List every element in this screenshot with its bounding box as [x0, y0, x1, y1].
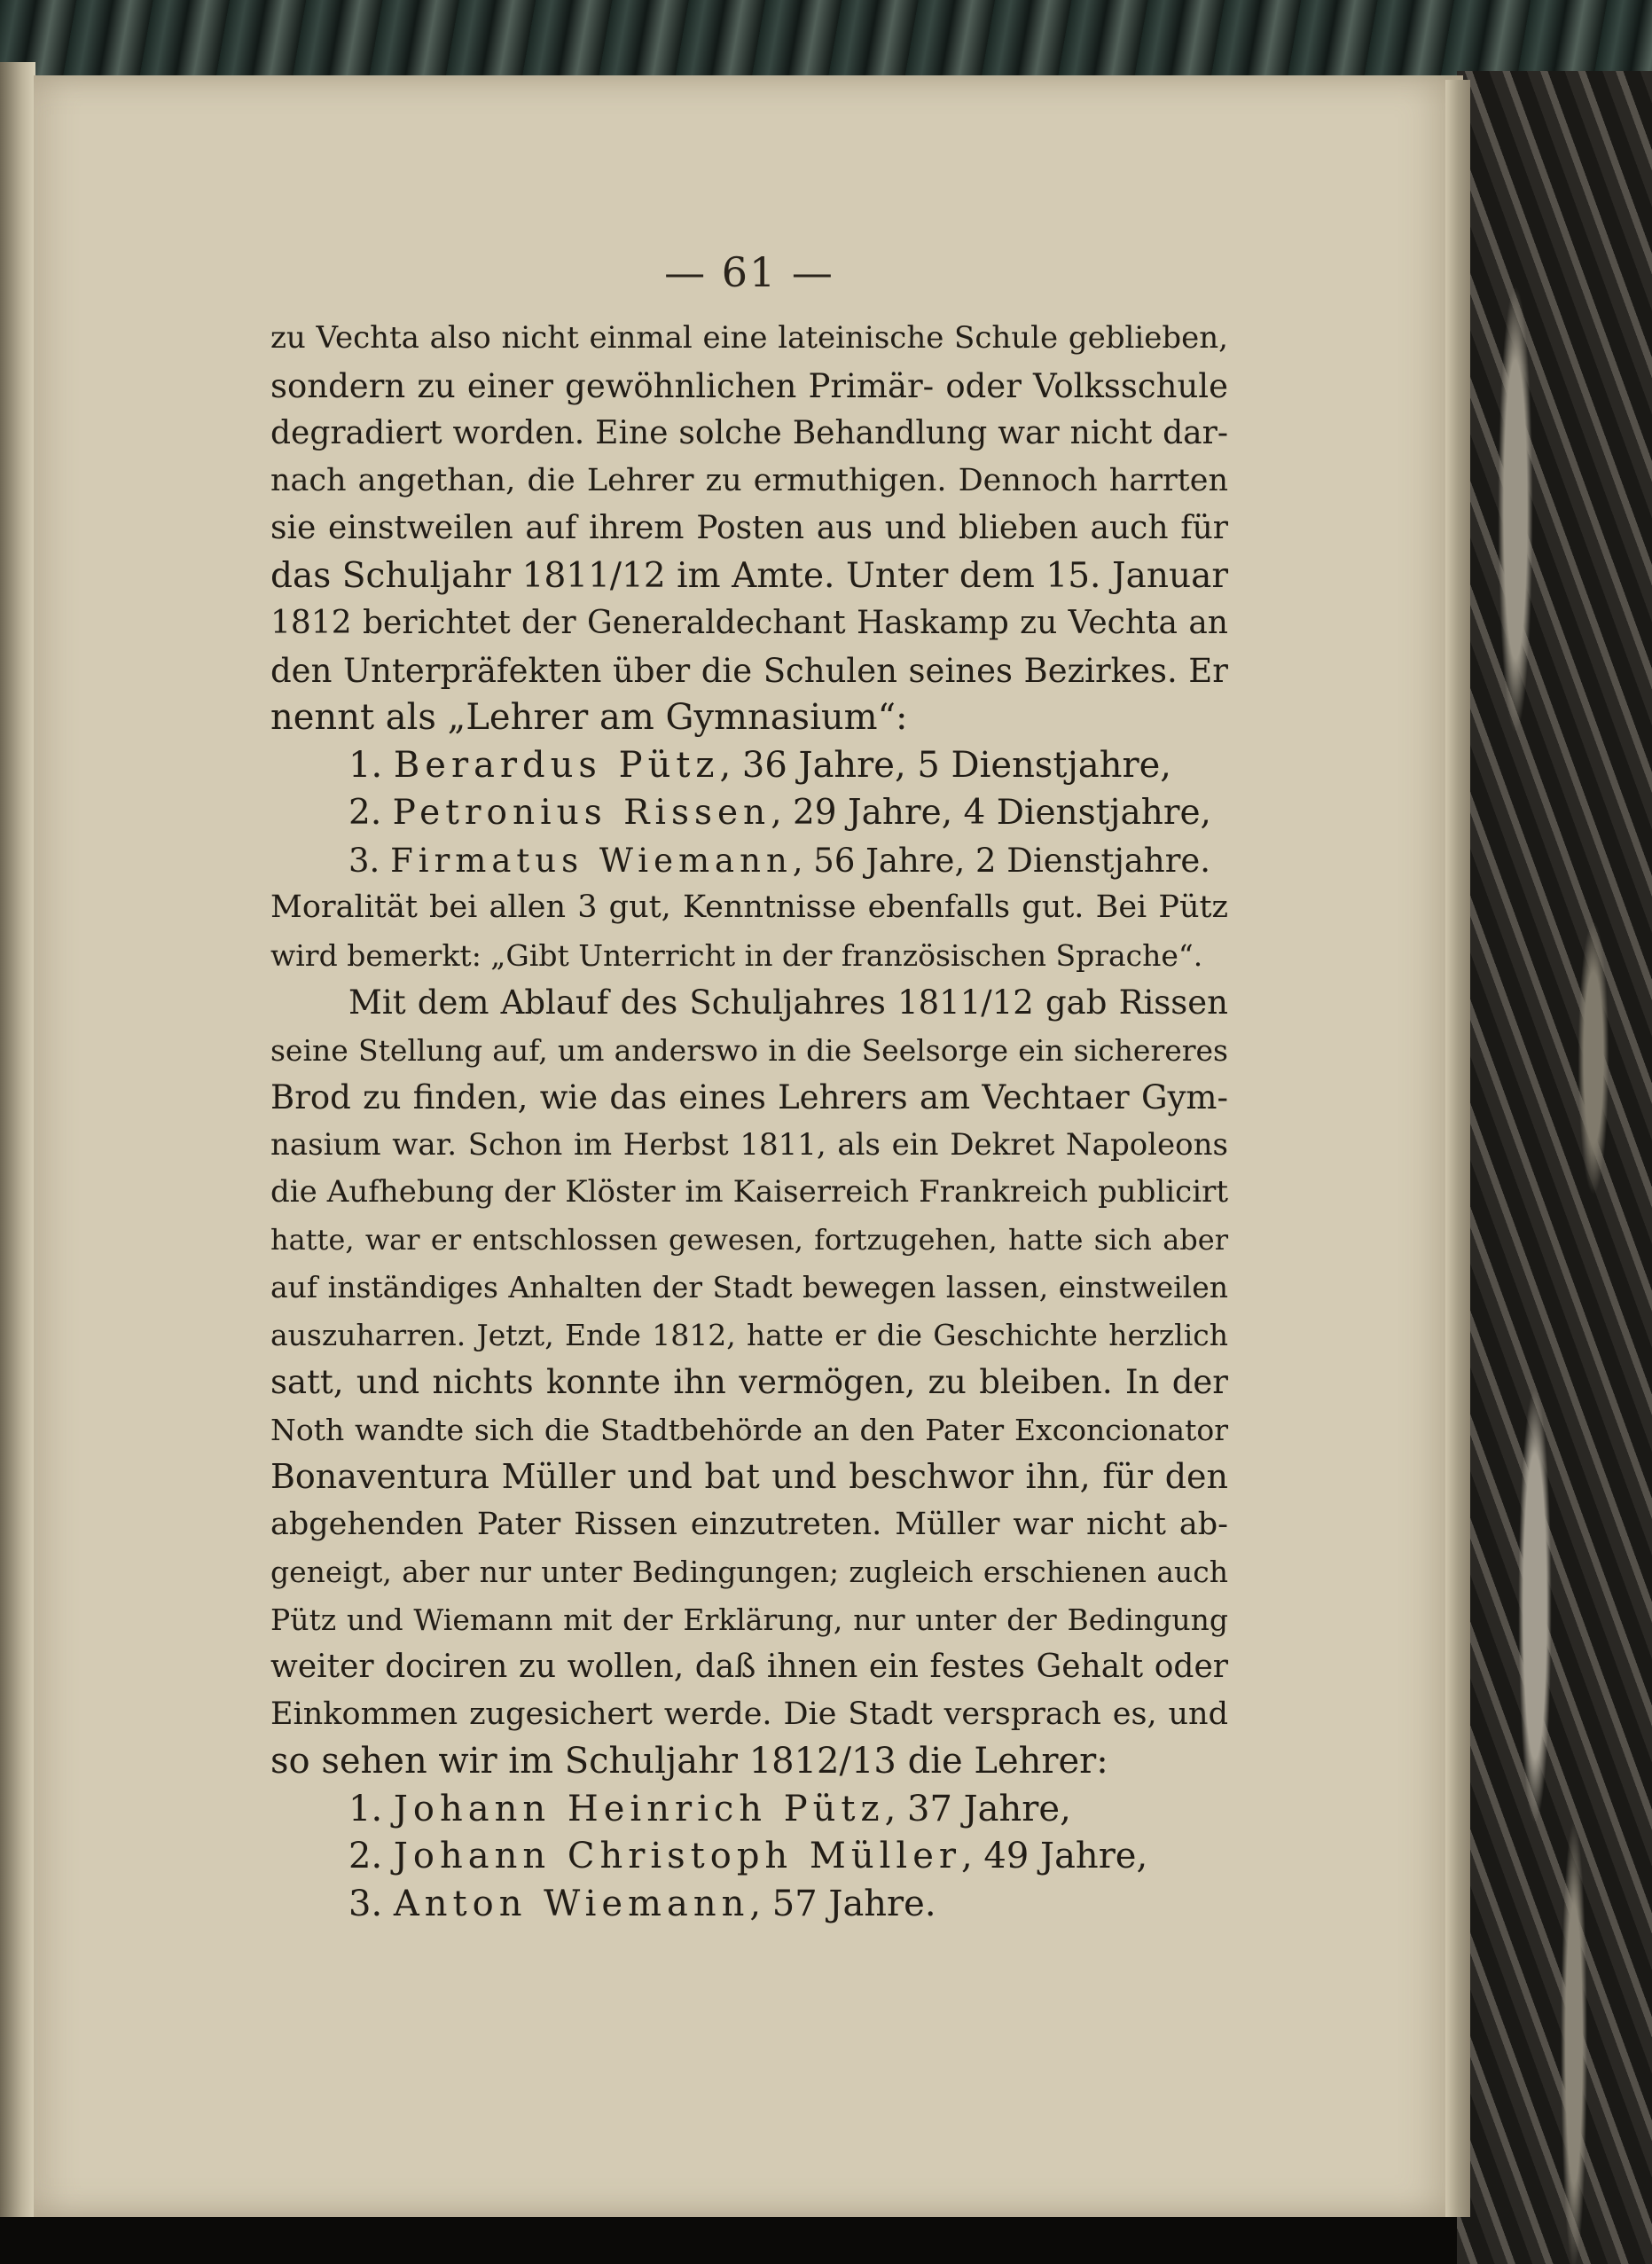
list-item: 1. Johann Heinrich Pütz, 37 Jahre, [348, 1788, 1071, 1829]
text-line: seine Stellung auf, um anderswo in die Seelsorge ein sichereres [270, 1032, 1228, 1068]
text-line: den Unterpräfekten über die Schulen seines Bezirkes. Er [270, 651, 1228, 690]
text-line: zu Vechta also nicht einmal eine lateinische Schule geblieben, [270, 320, 1228, 356]
text-line: nach angethan, die Lehrer zu ermuthigen. Dennoch harrten [270, 462, 1228, 498]
text-line: nasium war. Schon im Herbst 1811, als ein Dekret Napoleons [270, 1126, 1228, 1163]
page-stack-edge [1445, 80, 1470, 2217]
teacher-list-1811 [270, 742, 1228, 885]
paragraph-2 [270, 884, 1228, 979]
book-cover-top [0, 0, 1652, 84]
text-line: abgehenden Pater Rissen einzutreten. Müller war nicht ab- [270, 1506, 1228, 1542]
text-line: Noth wandte sich die Stadtbehörde an den Pater Exconcionator [270, 1412, 1228, 1447]
teacher-list-1812 [270, 1786, 1228, 1929]
text-line: sie einstweilen auf ihrem Posten aus und blieben auch für [270, 510, 1228, 546]
text-line: sondern zu einer gewöhnlichen Primär- oder Volksschule [270, 366, 1228, 405]
previous-page-edge [0, 62, 35, 2217]
paragraph-3 [270, 979, 1228, 1786]
text-line: 1812 berichtet der Generaldechant Haskamp zu Vechta an [270, 605, 1228, 641]
text-line: Brod zu finden, wie das eines Lehrers am Vechtaer Gym- [270, 1078, 1228, 1116]
text-line: nennt als „Lehrer am Gymnasium“: [270, 697, 908, 738]
text-line: die Aufhebung der Klöster im Kaiserreich Frankreich publicirt [270, 1174, 1228, 1210]
text-line: das Schuljahr 1811/12 im Amte. Unter dem 15. Januar [270, 555, 1228, 596]
text-line: Bonaventura Müller und bat und beschwor ihn, für den [270, 1457, 1228, 1496]
text-line: auf inständiges Anhalten der Stadt bewegen lassen, einstweilen [270, 1270, 1228, 1304]
text-line: wird bemerkt: „Gibt Unterricht in der französischen Sprache“. [270, 937, 1203, 973]
page-number: — 61 — [664, 248, 834, 296]
page-text [270, 315, 1228, 1928]
text-line: so sehen wir im Schuljahr 1812/13 die Lehrer: [270, 1741, 1108, 1782]
list-item: 3. Anton Wiemann, 57 Jahre. [348, 1883, 936, 1924]
paragraph-1 [270, 315, 1228, 742]
text-line: satt, und nichts konnte ihn vermögen, zu bleiben. In der [270, 1363, 1228, 1401]
text-line: hatte, war er entschlossen gewesen, fortzugehen, hatte sich aber [270, 1222, 1228, 1257]
text-line: Mit dem Ablauf des Schuljahres 1811/12 gab Rissen [348, 983, 1228, 1022]
text-line: Moralität bei allen 3 gut, Kenntnisse ebenfalls gut. Bei Pütz [270, 889, 1228, 925]
text-line: degradiert worden. Eine solche Behandlung war nicht dar- [270, 415, 1228, 451]
text-line: weiter dociren zu wollen, daß ihnen ein festes Gehalt oder [270, 1649, 1228, 1685]
marbled-endpaper [1457, 71, 1652, 2264]
list-item: 1. Berardus Pütz, 36 Jahre, 5 Dienstjahre, [348, 744, 1171, 786]
list-item: 2. Petronius Rissen, 29 Jahre, 4 Dienstjahre, [348, 793, 1211, 833]
text-line: Pütz und Wiemann mit der Erklärung, nur unter der Bedingung [270, 1602, 1228, 1637]
text-line: geneigt, aber nur unter Bedingungen; zugleich erschienen auch [270, 1555, 1228, 1589]
text-line: Einkommen zugesichert werde. Die Stadt versprach es, und [270, 1696, 1228, 1732]
list-item: 3. Firmatus Wiemann, 56 Jahre, 2 Dienstjahre. [348, 841, 1211, 880]
list-item: 2. Johann Christoph Müller, 49 Jahre, [348, 1836, 1148, 1876]
text-line: auszuharren. Jetzt, Ende 1812, hatte er die Geschichte herzlich [270, 1317, 1228, 1352]
